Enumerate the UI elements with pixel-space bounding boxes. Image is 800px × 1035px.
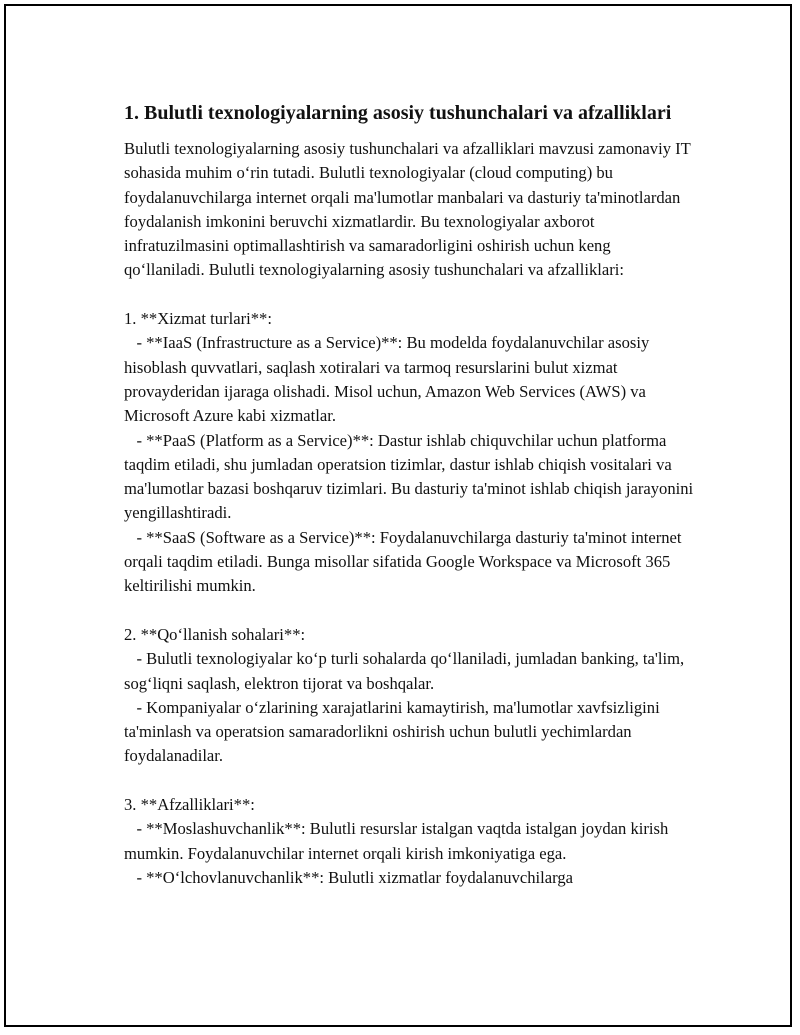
document-page bbox=[4, 4, 792, 1027]
section-body: Bulutli texnologiyalarning asosiy tushunchalari va afzalliklari mavzusi zamonaviy IT sohasida muhim o‘rin tutadi. Bulutli texnologiyalar (cloud computing) bu foydalanuvchilarga internet orqali ma'lumotlar manbalari va dasturiy ta'minotlardan foydalanish imkonini beruvchi xizmatlardir. Bu texnologiyalar axborot infratuzilmasini optimallashtirish va samaradorligini oshirish uchun keng qo‘llaniladi. Bulutli texnologiyalarning asosiy tushunchalari va afzalliklari: 1. **Xizmat turlari**: - **IaaS (Infrastructure as a Service)**: Bu modelda foydalanuvchilar asosiy hisoblash quvvatlari, saqlash xotiralari va tarmoq resurslarini bulut xizmat provayderidan ijaraga olishadi. Misol uchun, Amazon Web Services (AWS) va Microsoft Azure kabi xizmatlar. - **PaaS (Platform as a Service)**: Dastur ishlab chiquvchilar uchun platforma taqdim etiladi, shu jumladan operatsion tizimlar, dastur ishlab chiqish vositalari va ma'lumotlar bazasi boshqaruv tizimlari. Bu dasturiy ta'minot ishlab chiqish jarayonini yengillashtiradi. - **SaaS (Software as a Service)**: Foydalanuvchilarga dasturiy ta'minot internet orqali taqdim etiladi. Bunga misollar sifatida Google Workspace va Microsoft 365 keltirilishi mumkin. 2. **Qo‘llanish sohalari**: - Bulutli texnologiyalar ko‘p turli sohalarda qo‘llaniladi, jumladan banking, ta'lim, sog‘liqni saqlash, elektron tijorat va boshqalar. - Kompaniyalar o‘zlarining xarajatlarini kamaytirish, ma'lumotlar xavfsizligini ta'minlash va operatsion samaradorlikni oshirish uchun bulutli yechimlardan foydalanadilar. 3. **Afzalliklari**: - **Moslashuvchanlik**: Bulutli resurslar istalgan vaqtda istalgan joydan kirish mumkin. Foydalanuvchilar internet orqali kirish imkoniyatiga ega. - **O‘lchovlanuvchanlik**: Bulutli xizmatlar foydalanuvchilarga bbox=[124, 139, 694, 887]
document-content bbox=[124, 100, 694, 890]
section-heading: 1. Bulutli texnologiyalarning asosiy tushunchalari va afzalliklari bbox=[124, 102, 672, 124]
